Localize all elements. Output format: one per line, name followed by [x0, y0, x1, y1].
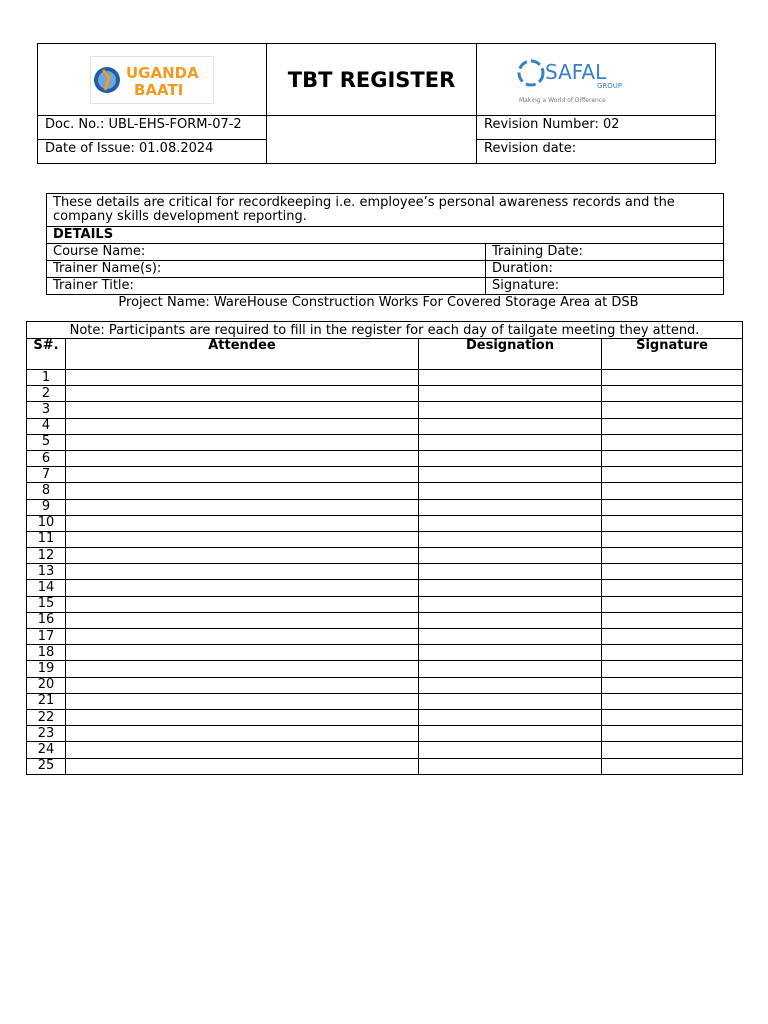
signature-cell[interactable]: [602, 677, 743, 693]
designation-cell[interactable]: [419, 434, 602, 450]
attendee-cell[interactable]: [66, 386, 419, 402]
doc-number: Doc. No.: UBL-EHS-FORM-07-2: [38, 116, 267, 140]
signature-cell[interactable]: [602, 434, 743, 450]
attendee-cell[interactable]: [66, 693, 419, 709]
designation-cell[interactable]: [419, 580, 602, 596]
details-intro: These details are critical for recordkeeping i.e. employee’s personal awareness records and the company skills development reporting.: [47, 194, 724, 227]
attendee-cell[interactable]: [66, 450, 419, 466]
attendee-cell[interactable]: [66, 402, 419, 418]
signature-cell[interactable]: [602, 742, 743, 758]
attendee-cell[interactable]: [66, 370, 419, 386]
signature-cell[interactable]: [602, 758, 743, 774]
row-number: 13: [27, 564, 66, 580]
logo-word-safal: SAFAL: [545, 59, 607, 84]
signature-cell[interactable]: [602, 709, 743, 725]
signature-cell[interactable]: [602, 531, 743, 547]
designation-cell[interactable]: [419, 612, 602, 628]
table-row: [27, 693, 743, 709]
designation-cell[interactable]: [419, 402, 602, 418]
date-of-issue: Date of Issue: 01.08.2024: [38, 140, 267, 164]
duration-field[interactable]: Duration:: [486, 261, 724, 278]
table-row: [27, 726, 743, 742]
table-row: [27, 629, 743, 645]
register-note: Note: Participants are required to fill in the register for each day of tailgate meeting they attend.: [27, 322, 743, 339]
table-row: [27, 450, 743, 466]
attendee-cell[interactable]: [66, 564, 419, 580]
details-heading: DETAILS: [47, 227, 724, 244]
designation-cell[interactable]: [419, 564, 602, 580]
designation-cell[interactable]: [419, 726, 602, 742]
attendee-cell[interactable]: [66, 596, 419, 612]
signature-cell[interactable]: [602, 726, 743, 742]
designation-cell[interactable]: [419, 677, 602, 693]
signature-cell[interactable]: [602, 450, 743, 466]
table-row: [27, 548, 743, 564]
attendee-cell[interactable]: [66, 531, 419, 547]
row-number: 6: [27, 450, 66, 466]
row-number: 21: [27, 693, 66, 709]
designation-cell[interactable]: [419, 709, 602, 725]
safal-group-logo: [517, 55, 627, 105]
table-row: [27, 709, 743, 725]
row-number: 23: [27, 726, 66, 742]
attendee-cell[interactable]: [66, 580, 419, 596]
attendee-cell[interactable]: [66, 629, 419, 645]
row-number: 20: [27, 677, 66, 693]
table-row: [27, 564, 743, 580]
signature-cell[interactable]: [602, 629, 743, 645]
table-row: [27, 370, 743, 386]
designation-cell[interactable]: [419, 548, 602, 564]
signature-cell[interactable]: [602, 370, 743, 386]
row-number: 1: [27, 370, 66, 386]
row-number: 9: [27, 499, 66, 515]
attendee-cell[interactable]: [66, 726, 419, 742]
table-row: [27, 515, 743, 531]
attendee-cell[interactable]: [66, 758, 419, 774]
trainer-names-field[interactable]: Trainer Name(s):: [47, 261, 486, 278]
designation-cell[interactable]: [419, 758, 602, 774]
signature-cell[interactable]: [602, 564, 743, 580]
row-number: 11: [27, 531, 66, 547]
signature-cell[interactable]: [602, 580, 743, 596]
table-row: [27, 483, 743, 499]
table-row: [27, 531, 743, 547]
attendee-cell[interactable]: [66, 742, 419, 758]
designation-cell[interactable]: [419, 515, 602, 531]
trainer-signature-field[interactable]: Signature:: [486, 278, 724, 295]
safal-globe-icon: [519, 61, 543, 85]
row-number: 8: [27, 483, 66, 499]
attendee-cell[interactable]: [66, 434, 419, 450]
designation-cell[interactable]: [419, 661, 602, 677]
table-row: [27, 742, 743, 758]
table-row: [27, 580, 743, 596]
document-title: TBT REGISTER: [267, 44, 477, 116]
table-row: [27, 645, 743, 661]
row-number: 24: [27, 742, 66, 758]
table-row: [27, 677, 743, 693]
designation-cell[interactable]: [419, 450, 602, 466]
row-number: 4: [27, 418, 66, 434]
attendee-cell[interactable]: [66, 612, 419, 628]
attendee-cell[interactable]: [66, 515, 419, 531]
logo-tagline: Making a World of Difference: [519, 96, 606, 104]
row-number: 2: [27, 386, 66, 402]
trainer-title-field[interactable]: Trainer Title:: [47, 278, 486, 295]
column-header-signature: Signature: [602, 339, 743, 370]
attendee-cell[interactable]: [66, 677, 419, 693]
uganda-baati-logo: [90, 56, 214, 104]
column-header-designation: Designation: [419, 339, 602, 370]
signature-cell[interactable]: [602, 467, 743, 483]
designation-cell[interactable]: [419, 596, 602, 612]
signature-cell[interactable]: [602, 612, 743, 628]
signature-cell[interactable]: [602, 483, 743, 499]
row-number: 5: [27, 434, 66, 450]
table-row: [27, 467, 743, 483]
table-row: [27, 612, 743, 628]
signature-cell[interactable]: [602, 693, 743, 709]
uganda-baati-logo-cell: [38, 44, 267, 116]
row-number: 22: [27, 709, 66, 725]
column-header-attendee: Attendee: [66, 339, 419, 370]
table-row: [27, 386, 743, 402]
training-date-field[interactable]: Training Date:: [486, 244, 724, 261]
attendee-cell[interactable]: [66, 645, 419, 661]
signature-cell[interactable]: [602, 596, 743, 612]
signature-cell[interactable]: [602, 548, 743, 564]
attendee-cell[interactable]: [66, 483, 419, 499]
row-number: 17: [27, 629, 66, 645]
table-row: [27, 499, 743, 515]
designation-cell[interactable]: [419, 418, 602, 434]
project-name: Project Name: WareHouse Construction Works For Covered Storage Area at DSB: [118, 295, 639, 310]
row-number: 12: [27, 548, 66, 564]
header-blank-cell: [267, 116, 477, 164]
row-number: 10: [27, 515, 66, 531]
attendee-cell[interactable]: [66, 709, 419, 725]
attendee-cell[interactable]: [66, 548, 419, 564]
designation-cell[interactable]: [419, 693, 602, 709]
designation-cell[interactable]: [419, 386, 602, 402]
designation-cell[interactable]: [419, 370, 602, 386]
signature-cell[interactable]: [602, 515, 743, 531]
attendee-cell[interactable]: [66, 499, 419, 515]
row-number: 15: [27, 596, 66, 612]
signature-cell[interactable]: [602, 402, 743, 418]
course-name-field[interactable]: Course Name:: [47, 244, 486, 261]
designation-cell[interactable]: [419, 742, 602, 758]
signature-cell[interactable]: [602, 386, 743, 402]
document-header: [37, 43, 716, 164]
attendee-cell[interactable]: [66, 661, 419, 677]
row-number: 7: [27, 467, 66, 483]
table-row: [27, 418, 743, 434]
designation-cell[interactable]: [419, 531, 602, 547]
safal-group-logo-cell: [477, 44, 716, 116]
revision-date: Revision date:: [477, 140, 716, 164]
signature-cell[interactable]: [602, 418, 743, 434]
table-row: [27, 434, 743, 450]
designation-cell[interactable]: [419, 645, 602, 661]
table-row: [27, 596, 743, 612]
logo-word-baati: BAATI: [134, 80, 184, 99]
row-number: 16: [27, 612, 66, 628]
designation-cell[interactable]: [419, 629, 602, 645]
designation-cell[interactable]: [419, 483, 602, 499]
designation-cell[interactable]: [419, 467, 602, 483]
details-table: [46, 193, 724, 295]
row-number: 19: [27, 661, 66, 677]
logo-word-uganda: UGANDA: [126, 63, 199, 82]
designation-cell[interactable]: [419, 499, 602, 515]
row-number: 18: [27, 645, 66, 661]
attendee-register: [26, 321, 743, 775]
row-number: 3: [27, 402, 66, 418]
table-row: [27, 758, 743, 774]
row-number: 14: [27, 580, 66, 596]
signature-cell[interactable]: [602, 661, 743, 677]
table-row: [27, 402, 743, 418]
signature-cell[interactable]: [602, 645, 743, 661]
column-header-sno: S#.: [27, 339, 66, 370]
logo-word-group: GROUP: [597, 81, 623, 90]
table-row: [27, 661, 743, 677]
revision-number: Revision Number: 02: [477, 116, 716, 140]
signature-cell[interactable]: [602, 499, 743, 515]
row-number: 25: [27, 758, 66, 774]
attendee-cell[interactable]: [66, 467, 419, 483]
attendee-cell[interactable]: [66, 418, 419, 434]
